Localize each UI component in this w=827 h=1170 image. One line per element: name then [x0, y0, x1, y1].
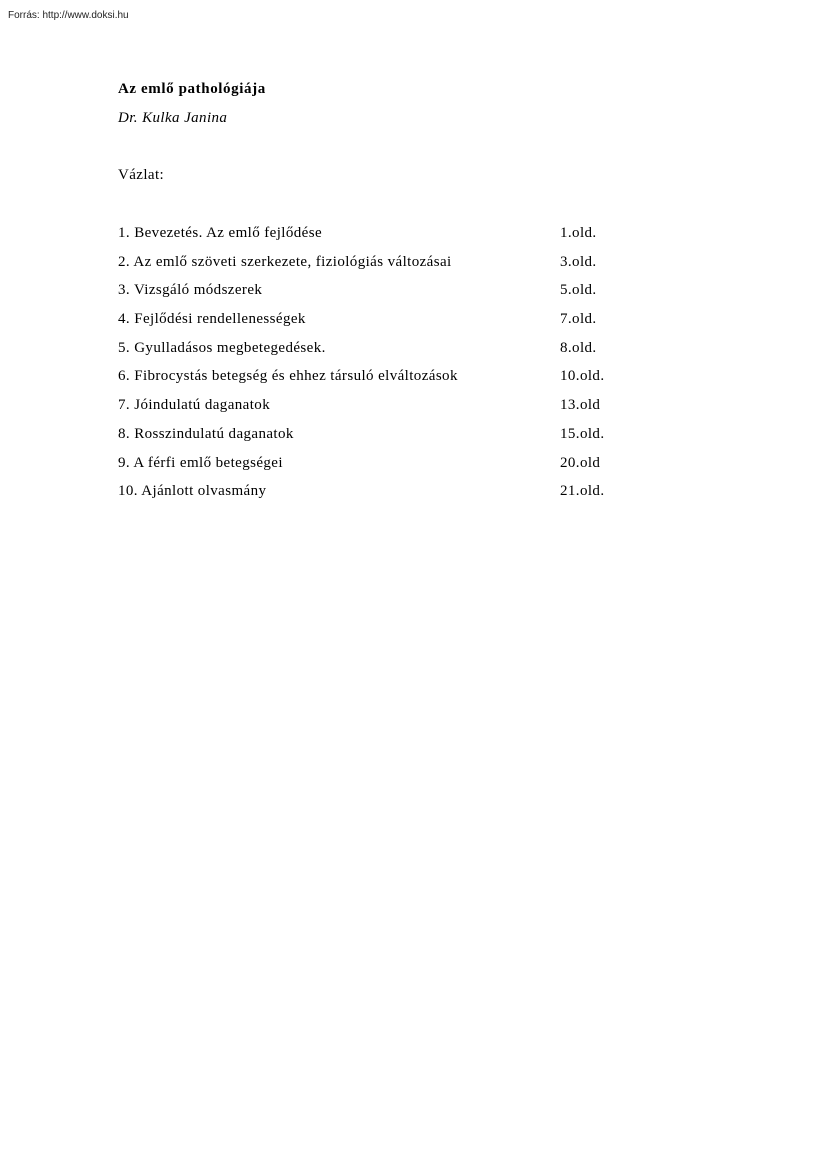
toc-row-page: 10.old. [560, 368, 605, 385]
toc-row-text: Jóindulatú daganatok [134, 397, 271, 414]
toc-row-text: Rosszindulatú daganatok [134, 425, 294, 442]
toc-row-page: 20.old [560, 454, 601, 471]
toc-row-number: 1. [118, 225, 135, 241]
toc-row-page: 13.old [560, 397, 601, 414]
toc-row-text: Az emlő szöveti szerkezete, fiziológiás változásai [133, 253, 452, 270]
toc-row [118, 337, 678, 366]
toc-row-text: Vizsgáló módszerek [133, 282, 263, 299]
document-page [118, 78, 678, 509]
toc-row-number: 8. [118, 425, 135, 442]
document-author: Dr. Kulka Janina [118, 110, 228, 126]
toc-row-number: 3. [118, 282, 134, 299]
toc-row-page: 21.old. [560, 483, 605, 500]
table-of-contents [118, 222, 678, 509]
toc-row [118, 480, 678, 509]
toc-row [118, 452, 678, 481]
toc-row-text: Ajánlott olvasmány [141, 483, 267, 500]
toc-row-page: 15.old. [560, 425, 605, 442]
toc-row-number: 7. [118, 397, 135, 414]
toc-row [118, 394, 678, 423]
toc-row-page: 8.old. [560, 339, 597, 356]
outline-label: Vázlat: [118, 167, 165, 183]
toc-row-page: 1.old. [560, 225, 597, 241]
toc-row-number: 5. [118, 339, 135, 356]
toc-row-page: 5.old. [560, 282, 597, 299]
toc-row-number: 6. [118, 368, 135, 385]
toc-row [118, 365, 678, 394]
toc-row [118, 251, 678, 280]
toc-row [118, 279, 678, 308]
toc-row-number: 4. [118, 311, 135, 328]
document-title: Az emlő pathológiája [118, 81, 266, 97]
toc-row-number: 9. [118, 454, 134, 471]
toc-row-number: 2. [118, 253, 134, 270]
source-note: Forrás: http://www.doksi.hu [8, 10, 129, 21]
toc-row [118, 308, 678, 337]
toc-row-text: Fibrocystás betegség és ehhez társuló elváltozások [134, 368, 458, 385]
toc-row-text: Fejlődési rendellenességek [134, 311, 306, 328]
toc-row [118, 423, 678, 452]
toc-row-text: Bevezetés. Az emlő fejlődése [134, 225, 322, 241]
toc-row-text: A férfi emlő betegségei [133, 454, 283, 471]
toc-row [118, 222, 678, 251]
toc-row-text: Gyulladásos megbetegedések. [134, 339, 326, 356]
toc-row-page: 7.old. [560, 311, 597, 328]
toc-row-page: 3.old. [560, 253, 597, 270]
toc-row-number: 10. [118, 483, 142, 500]
